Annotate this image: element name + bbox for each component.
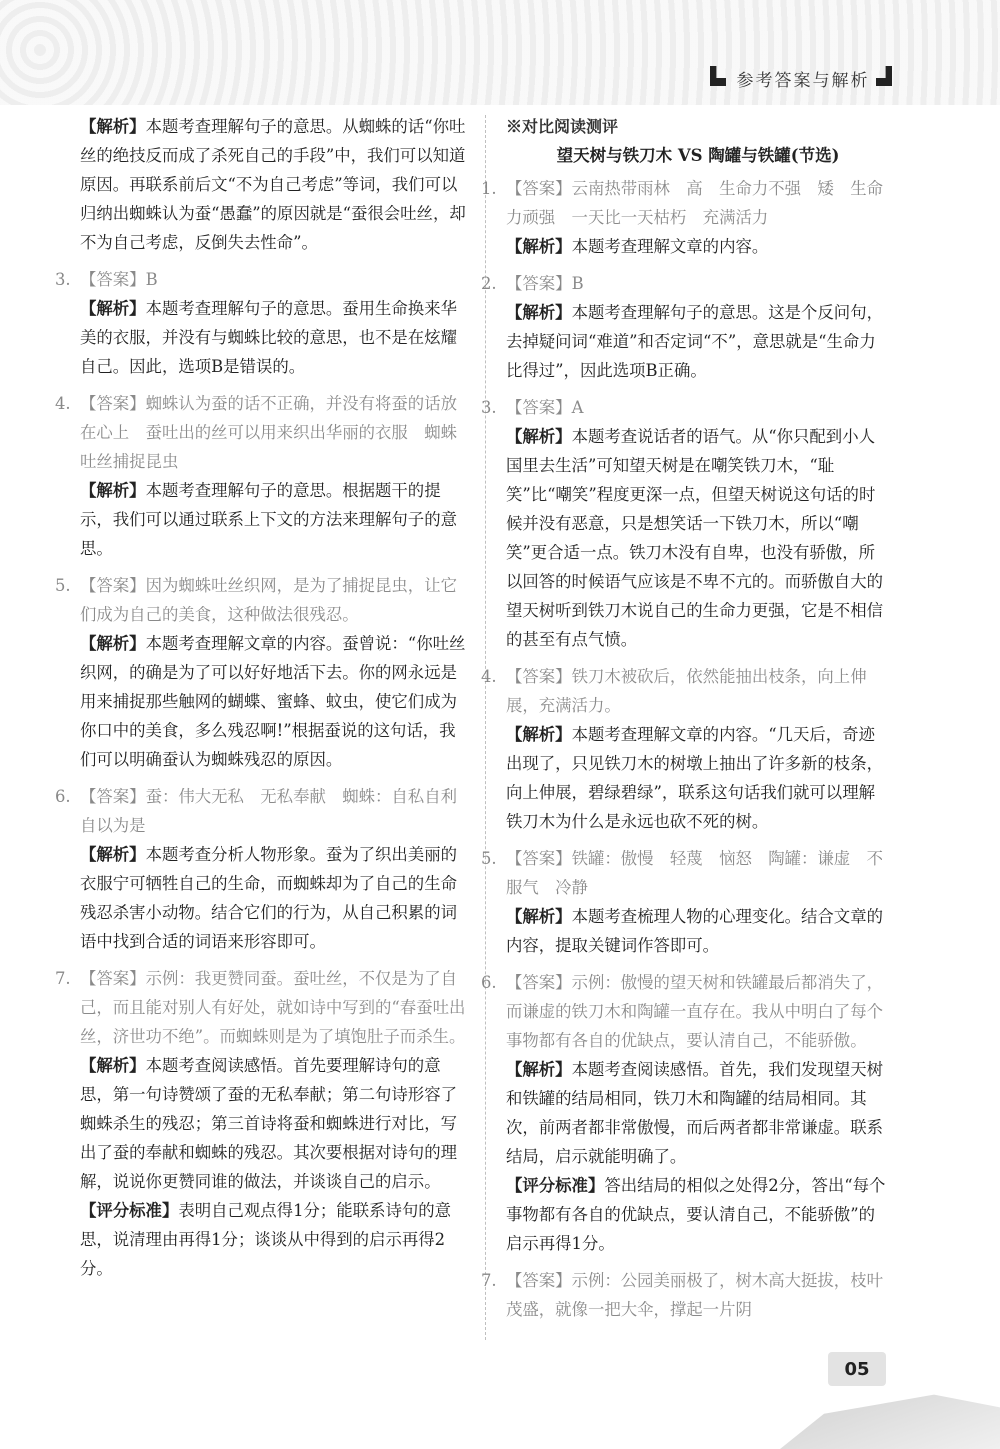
answer-text: 示例：公园美丽极了，树木高大挺拔，枝叶茂盛，就像一把大伞，撑起一片阴	[506, 1271, 883, 1319]
answer-tag: 【答案】	[506, 274, 572, 293]
question-number: 5.	[481, 849, 497, 868]
answer-tag: 【答案】	[80, 969, 146, 988]
analysis-text: 本题考查理解句子的意思。这是个反问句，去掉疑问词“难道”和否定词“不”，意思就是“生命力比得过”，因此选项B正确。	[506, 303, 883, 380]
right-column	[481, 112, 890, 1332]
question-5	[55, 571, 468, 774]
answer-tag: 【答案】	[80, 576, 146, 595]
analysis-tag: 【解析】	[506, 303, 572, 322]
analysis-text: 本题考查分析人物形象。蚕为了织出美丽的衣服宁可牺牲自己的生命，而蜘蛛却为了自己的生命残忍杀害小动物。结合它们的行为，从自己积累的词语中找到合适的词语来形容即可。	[80, 845, 457, 951]
question-number: 5.	[55, 576, 71, 595]
footer-decoration	[780, 1385, 1000, 1449]
analysis-tag: 【解析】	[506, 427, 572, 446]
column-divider	[485, 115, 486, 1340]
section-title: 望天树与铁刀木 VS 陶罐与铁罐(节选)	[556, 146, 840, 165]
question-number: 3.	[481, 398, 497, 417]
right-question-7	[481, 1266, 890, 1324]
right-question-1	[481, 174, 890, 261]
right-question-3	[481, 393, 890, 654]
answer-tag: 【答案】	[506, 179, 572, 198]
analysis-tag: 【解析】	[80, 481, 146, 500]
analysis-text: 本题考查梳理人物的心理变化。结合文章的内容，提取关键词作答即可。	[506, 907, 883, 955]
right-question-6	[481, 968, 890, 1258]
page-number: 05	[828, 1352, 886, 1386]
answer-text: 铁刀木被砍后，依然能抽出枝条，向上伸展，充满活力。	[506, 667, 867, 715]
answer-tag: 【答案】	[506, 973, 572, 992]
analysis-text: 本题考查理解句子的意思。蚕用生命换来华美的衣服，并没有与蜘蛛比较的意思，也不是在炫耀自己。因此，选项B是错误的。	[80, 299, 457, 376]
analysis-tag: 【解析】	[80, 845, 146, 864]
answer-text: 示例：我更赞同蚕。蚕吐丝，不仅是为了自己，而且能对别人有好处，就如诗中写到的“春蚕吐出丝，济世功不绝”。而蜘蛛则是为了填饱肚子而杀生。	[80, 969, 466, 1046]
question-number: 2.	[481, 274, 497, 293]
right-question-4	[481, 662, 890, 836]
scoring-text: 答出结局的相似之处得2分，答出“每个事物都有各自的优缺点，要认清自己，不能骄傲”的启示再得1分。	[506, 1176, 886, 1253]
analysis-text: 本题考查理解文章的内容。蚕曾说：“你吐丝织网，的确是为了可以好好地活下去。你的网永远是用来捕捉那些触网的蝴蝶、蜜蜂、蚊虫，使它们成为你口中的美食，多么残忍啊!”根据蚕说的这句话，我们可以明确蚕认为蜘蛛残忍的原因。	[80, 634, 466, 769]
question-2-continued	[80, 112, 468, 257]
question-number: 6.	[481, 973, 497, 992]
section-label: ※对比阅读测评	[506, 117, 619, 136]
answer-tag: 【答案】	[80, 270, 146, 289]
question-3	[55, 265, 468, 381]
answer-text: A	[571, 398, 584, 417]
answer-tag: 【答案】	[506, 1271, 572, 1290]
answer-text: B	[571, 274, 584, 293]
analysis-text: 本题考查理解文章的内容。	[571, 237, 769, 256]
analysis-text: 本题考查说话者的语气。从“你只配到小人国里去生活”可知望天树是在嘲笑铁刀木，“耻笑”比“嘲笑”程度更深一点，但望天树说这句话的时候并没有恶意，只是想笑话一下铁刀木，所以“嘲笑”更合适一点。铁刀木没有自卑，也没有骄傲，所以回答的时候语气应该是不卑不亢的。而骄傲自大的望天树听到铁刀木说自己的生命力更强，它是不相信的甚至有点气愤。	[506, 427, 883, 649]
question-7	[55, 964, 468, 1283]
question-6	[55, 782, 474, 956]
analysis-tag: 【解析】	[80, 299, 146, 318]
analysis-tag: 【解析】	[80, 117, 146, 136]
question-4	[55, 389, 468, 563]
question-number: 6.	[55, 787, 71, 806]
question-number: 7.	[55, 969, 71, 988]
answer-tag: 【答案】	[80, 394, 146, 413]
question-number: 3.	[55, 270, 71, 289]
header-title: 参考答案与解析	[736, 70, 870, 91]
question-number: 7.	[481, 1271, 497, 1290]
right-question-5	[481, 844, 890, 960]
scoring-tag: 【评分标准】	[506, 1176, 605, 1195]
right-question-2	[481, 269, 890, 385]
question-number: 4.	[481, 667, 497, 686]
answer-text: B	[145, 270, 158, 289]
question-number: 4.	[55, 394, 71, 413]
answer-tag: 【答案】	[506, 667, 572, 686]
left-column	[55, 112, 474, 1291]
analysis-text: 本题考查阅读感悟。首先，我们发现望天树和铁罐的结局相同，铁刀木和陶罐的结局相同。其次，前两者都非常傲慢，而后两者都非常谦虚。联系结局，启示就能明确了。	[506, 1060, 883, 1166]
answer-tag: 【答案】	[80, 787, 146, 806]
analysis-text: 本题考查理解文章的内容。“几天后，奇迹出现了，只见铁刀木的树墩上抽出了许多新的枝条，向上伸展，碧绿碧绿”，联系这句话我们就可以理解铁刀木为什么是永远也砍不死的树。	[506, 725, 883, 831]
answer-text: 因为蜘蛛吐丝织网，是为了捕捉昆虫，让它们成为自己的美食，这种做法很残忍。	[80, 576, 457, 624]
question-number: 1.	[481, 179, 497, 198]
answer-text: 示例：傲慢的望天树和铁罐最后都消失了，而谦虚的铁刀木和陶罐一直存在。我从中明白了每个事物都有各自的优缺点，要认清自己，不能骄傲。	[506, 973, 883, 1050]
answer-tag: 【答案】	[506, 849, 572, 868]
answer-tag: 【答案】	[506, 398, 572, 417]
answer-text: 铁罐：傲慢 轻蔑 恼怒 陶罐：谦虚 不服气 冷静	[506, 849, 883, 897]
scoring-tag: 【评分标准】	[80, 1201, 179, 1220]
analysis-tag: 【解析】	[506, 907, 572, 926]
analysis-tag: 【解析】	[80, 634, 146, 653]
analysis-text: 本题考查理解句子的意思。从蜘蛛的话“你吐丝的绝技反而成了杀死自己的手段”中，我们可以知道原因。再联系前后文“不为自己考虑”等词，我们可以归纳出蜘蛛认为蚕“愚蠢”的原因就是“蚕很会吐丝，却不为自己考虑，反倒失去性命”。	[80, 117, 466, 252]
answer-text: 蜘蛛认为蚕的话不正确，并没有将蚕的话放在心上 蚕吐出的丝可以用来织出华丽的衣服 蜘蛛吐丝捕捉昆虫	[80, 394, 457, 471]
analysis-tag: 【解析】	[80, 1056, 146, 1075]
analysis-text: 本题考查阅读感悟。首先要理解诗句的意思，第一句诗赞颂了蚕的无私奉献；第二句诗形容了蜘蛛杀生的残忍；第三首诗将蚕和蜘蛛进行对比，写出了蚕的奉献和蜘蛛的残忍。其次要根据对诗句的理解，说说你更赞同谁的做法，并谈谈自己的启示。	[80, 1056, 457, 1191]
analysis-text: 本题考查理解句子的意思。根据题干的提示，我们可以通过联系上下文的方法来理解句子的意思。	[80, 481, 457, 558]
analysis-tag: 【解析】	[506, 725, 572, 744]
answer-text: 蚕：伟大无私 无私奉献 蜘蛛：自私自利 自以为是	[80, 787, 474, 835]
scoring-text: 表明自己观点得1分；能联系诗句的意思，说清理由再得1分；谈谈从中得到的启示再得2分。	[80, 1201, 452, 1278]
analysis-tag: 【解析】	[506, 1060, 572, 1079]
answer-text: 云南热带雨林 高 生命力不强 矮 生命力顽强 一天比一天枯朽 充满活力	[506, 179, 883, 227]
analysis-tag: 【解析】	[506, 237, 572, 256]
